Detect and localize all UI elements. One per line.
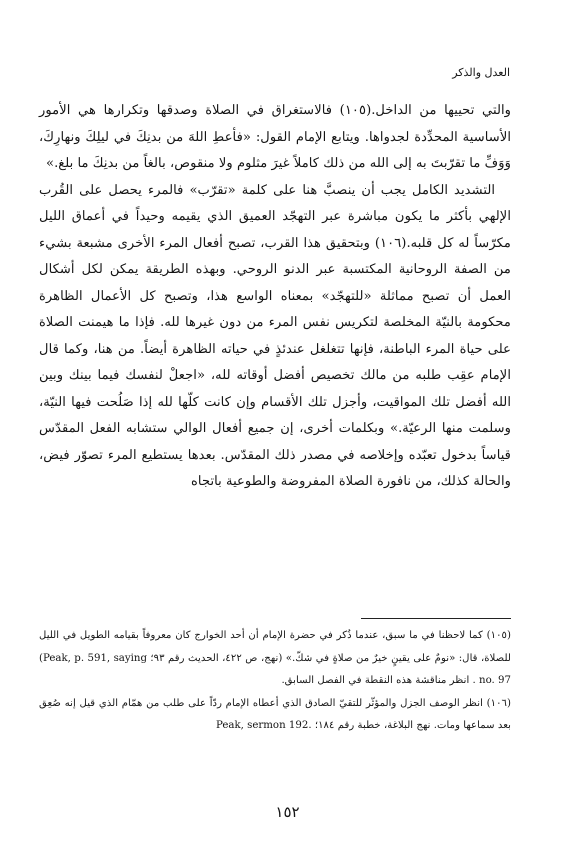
main-text bbox=[39, 98, 511, 496]
page-number: ١٥٢ bbox=[275, 803, 300, 821]
footnote-105-text: (١٠٥) كما لاحظنا في ما سبق، عندما ذُكر في حضرة الإمام أن أحد الخوارج كان معروفاً بقيامه الطويل في الليل للصلاة، قال: «نومٌ على يقينٍ خيرٌ من صلاةٍ في شكّ.» (نهج، ص ٤٢٢، الحديث رقم ٩٣؛ bbox=[39, 630, 511, 664]
footnote-105-end: . انظر مناقشة هذه النقطة في الفصل السابق. bbox=[281, 675, 476, 686]
footnote-106-text: (١٠٦) انظر الوصف الجزل والمؤثّر للتقيّ الصادق الذي أعطاه الإمام ردّاً على طلب من همّام الذي قيل إنه صُعِق بعد سماعها ومات. نهج البلاغة، خطبة رقم ١٨٤؛ bbox=[39, 697, 511, 731]
paragraph-1: والتي تحييها من الداخل.(١٠٥) فالاستغراق في الصلاة وصدقها وتكرارها هي الأمور الأساسية المحدِّدة لجدواها. ويتابع الإمام القول: «فأعطِ اللهَ من بدنِكَ في ليلِكَ ونهارِكَ، وَوَفِّ ما تقرّبتَ به إلى الله من ذلك كاملاً غيرَ مثلوم ولا منقوص، بالغاً من بدنِكَ ما بلغ.» bbox=[39, 103, 511, 171]
footnote-106 bbox=[39, 693, 511, 738]
running-header: العدل والذكر bbox=[452, 66, 510, 79]
paragraph-2: التشديد الكامل يجب أن ينصبَّ هنا على كلمة «تقرّب» فالمرء يحصل على القُرب الإلهي بأكثر ما يكون مباشرة عبر التهجّد العميق الذي يقيمه وحيداً في أعماق الليل مكرّساً له كل قلبه.(١٠٦) وبتحقيق هذا القرب، تصبح أفعال المرء الأخرى مشبعة بشيء من الصفة الروحانية المكتسبة عبر الدنو الروحي. وبهذه الطريقة يمكن لكل أشكال العمل أن تصبح مماثلة «للتهجّد» بمعناه الواسع هذا، وتصبح كل الأعمال الظاهرة محكومة بالنيّة المخلصة لتكريس نفس المرء من دون غيرها لله. فإذا ما هيمنت الصلاة على حياة المرء الباطنة، فإنها تتغلغل عندئذٍ في حياته الظاهرة أيضاً. من هنا، وكما قال الإمام عقِب طلبه من مالك تخصيص أفضل أوقاته لله، «اجعلْ لنفسك فيما بينك وبين الله أفضل تلك المواقيت، وأجزل تلك الأقسام وإن كانت كلّها لله إذا صَلُحت فيها النيّة، وسلمت منها الرعيّة.» وبكلمات أخرى، إن جميع أفعال الوالي ستشابه الفعل المقدّس قياساً بدخول تعبّده وإخلاصه في مصدر ذلك المقدّس. بعدها يستطيع المرء تصوّر فيض، والحالة كذلك، من نافورة الصلاة المفروضة والطوعية باتجاه bbox=[39, 182, 511, 489]
footnote-divider bbox=[361, 618, 511, 619]
footnotes bbox=[39, 625, 511, 738]
footnote-105-citation: (Peak, p. 591, saying no. 97 bbox=[39, 652, 511, 686]
footnote-105 bbox=[39, 625, 511, 693]
footnote-106-citation: Peak, sermon 192. bbox=[216, 720, 312, 731]
